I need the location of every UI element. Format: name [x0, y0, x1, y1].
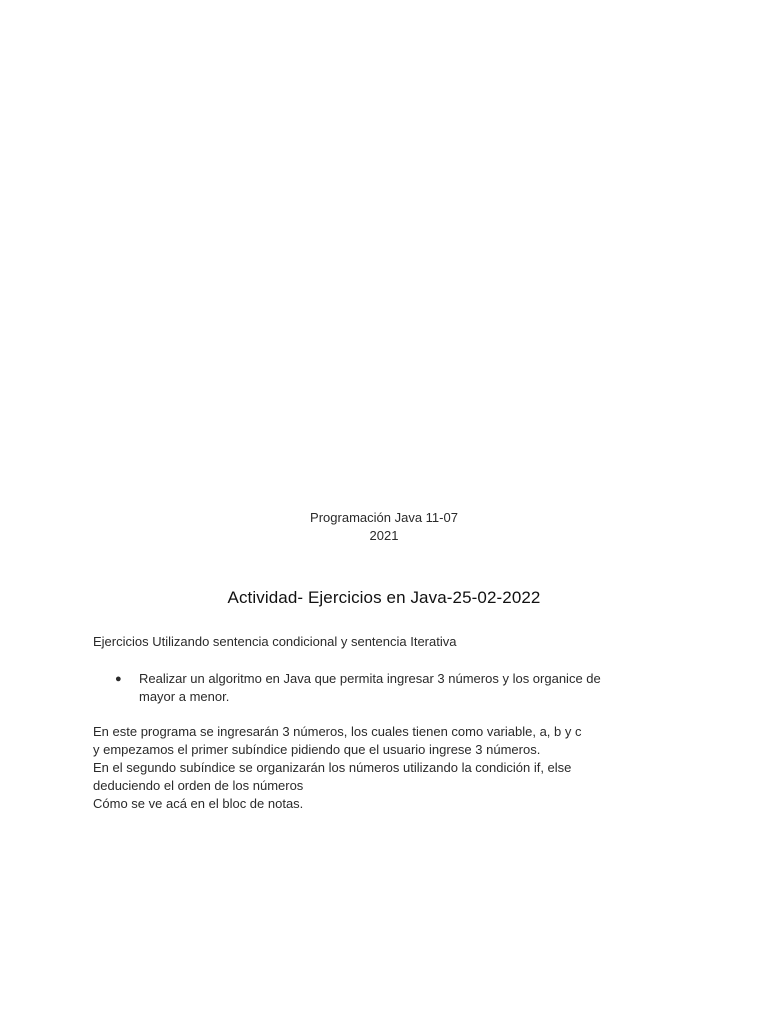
- task-list: [115, 670, 675, 706]
- body-line: deduciendo el orden de los números: [93, 778, 304, 793]
- list-item: [115, 670, 675, 706]
- course-year: 2021: [369, 528, 399, 543]
- body-line: y empezamos el primer subíndice pidiendo que el usuario ingrese 3 números.: [93, 742, 541, 757]
- activity-title: Actividad- Ejercicios en Java-25-02-2022: [227, 588, 541, 607]
- bullet-icon: ●: [115, 673, 122, 685]
- intro-text: Ejercicios Utilizando sentencia condicional y sentencia Iterativa: [93, 634, 457, 649]
- task-text-line-2: mayor a menor.: [139, 689, 230, 704]
- course-name: Programación Java 11-07: [310, 510, 458, 525]
- task-text-line-1: Realizar un algoritmo en Java que permita ingresar 3 números y los organice de: [139, 671, 601, 686]
- body-line: En el segundo subíndice se organizarán los números utilizando la condición if, else: [93, 760, 572, 775]
- body-paragraph: [93, 723, 581, 813]
- course-header: [0, 509, 768, 545]
- body-line: Cómo se ve acá en el bloc de notas.: [93, 796, 304, 811]
- body-line: En este programa se ingresarán 3 números, los cuales tienen como variable, a, b y c: [93, 724, 582, 739]
